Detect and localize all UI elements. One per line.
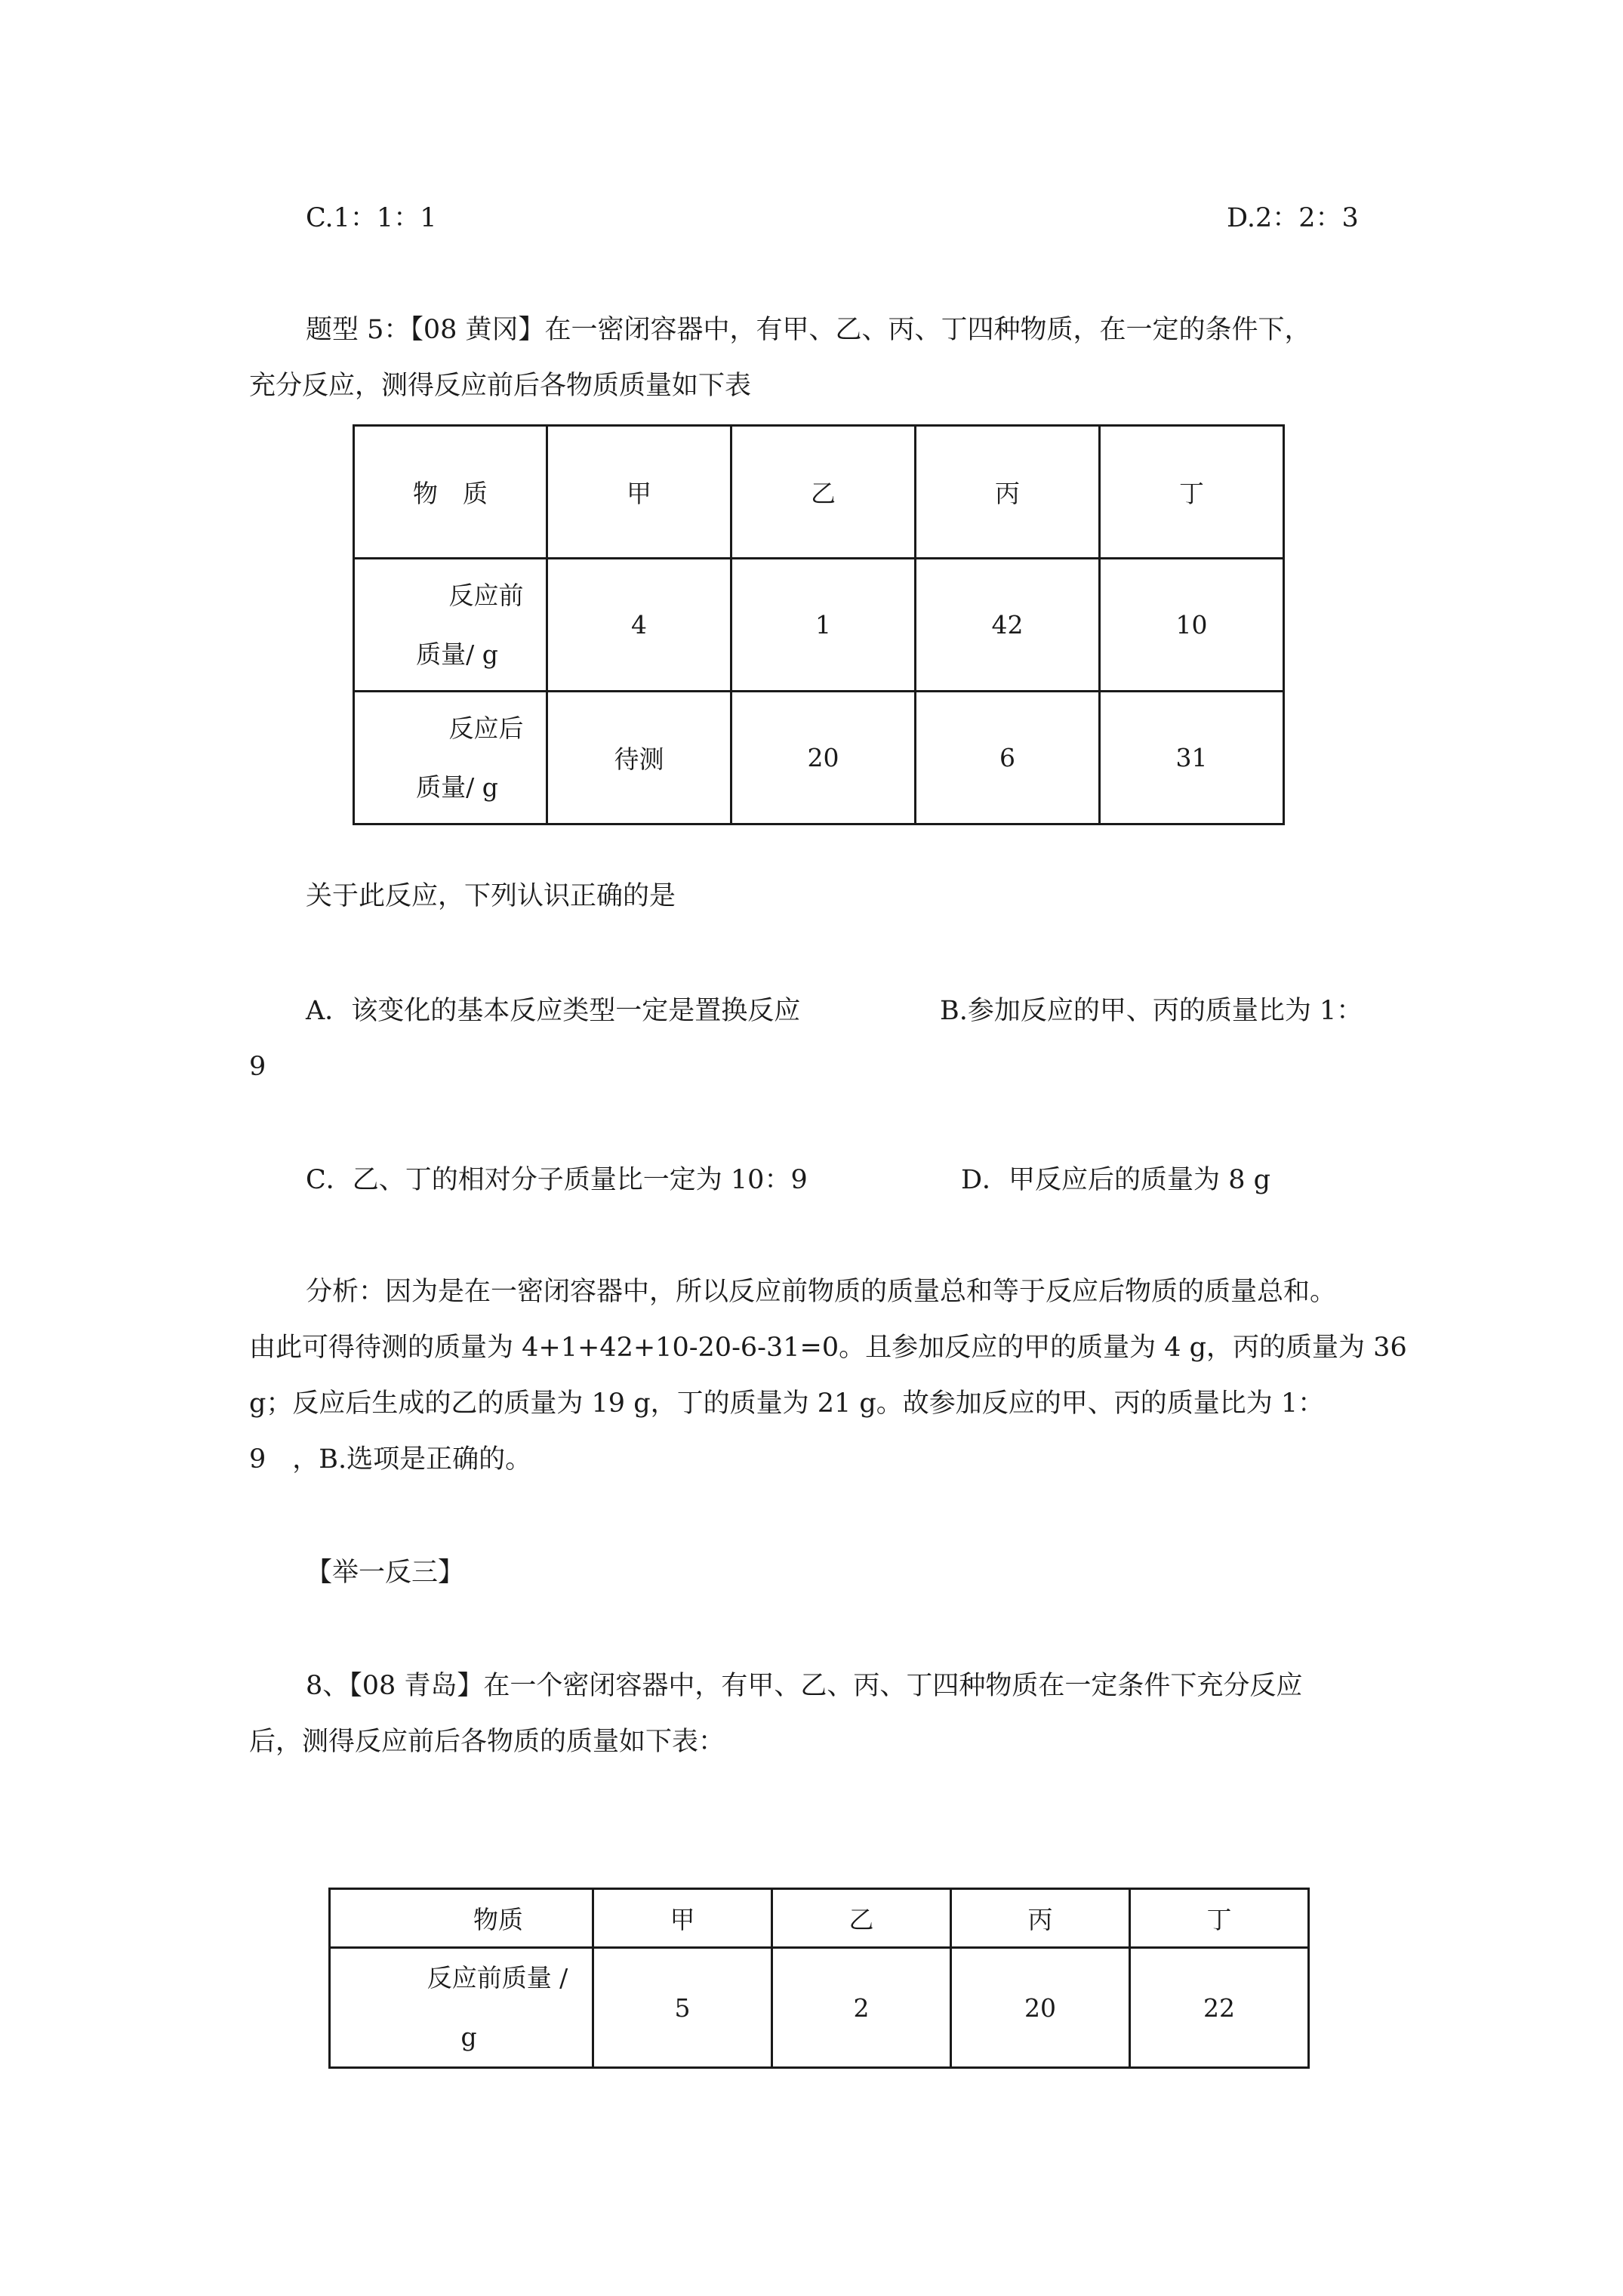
table1-header-bing: 丙	[916, 426, 1100, 559]
table1-header-ding: 丁	[1100, 426, 1284, 559]
table2-row-before-label: 反应前质量 / g	[330, 1948, 593, 2068]
table2-row-before	[330, 1948, 1309, 2068]
table2-before-jia: 5	[593, 1948, 772, 2068]
table1-before-jia: 4	[547, 559, 731, 692]
table2-header-row	[330, 1889, 1309, 1948]
q5-line2: 充分反应，测得反应前后各物质质量如下表	[249, 371, 752, 401]
table1-before-yi: 1	[731, 559, 916, 692]
table1-header-yi: 乙	[731, 426, 916, 559]
table1-after-jia: 待测	[547, 692, 731, 824]
mass-table-2	[328, 1888, 1310, 2069]
table2-before-yi: 2	[772, 1948, 951, 2068]
table1-header-jia: 甲	[547, 426, 731, 559]
table2-header-yi: 乙	[772, 1889, 951, 1948]
table2-header-jia: 甲	[593, 1889, 772, 1948]
table1-row-after-label: 反应后 质量/ g	[354, 692, 547, 824]
q5-line1: 题型 5：【08 黄冈】在一密闭容器中，有甲、乙、丙、丁四种物质，在一定的条件下，	[306, 315, 1311, 345]
table1-before-ding: 10	[1100, 559, 1284, 692]
table2-header-bing: 丙	[951, 1889, 1130, 1948]
analysis-line1: 分析：因为是在一密闭容器中，所以反应前物质的质量总和等于反应后物质的质量总和。	[306, 1277, 1337, 1307]
choice-d: D．甲反应后的质量为 8 g	[961, 1165, 1270, 1195]
table1-after-yi: 20	[731, 692, 916, 824]
choice-b: B.参加反应的甲、丙的质量比为 1：	[940, 996, 1363, 1026]
table2-header-ding: 丁	[1130, 1889, 1309, 1948]
table1-after-bing: 6	[916, 692, 1100, 824]
option-d-top: D.2：2：3	[1227, 203, 1359, 233]
analysis-line2: 由此可得待测的质量为 4+1+42+10-20-6-31=0。且参加反应的甲的质量为 4 g，丙的质量为 36	[249, 1333, 1407, 1363]
table1-header-row	[354, 426, 1284, 559]
table1-before-bing: 42	[916, 559, 1100, 692]
table2-before-bing: 20	[951, 1948, 1130, 2068]
choice-c: C．乙、丁的相对分子质量比一定为 10：9	[306, 1165, 808, 1195]
q8-line1: 8、【08 青岛】在一个密闭容器中，有甲、乙、丙、丁四种物质在一定条件下充分反应	[306, 1671, 1303, 1701]
question-text: 关于此反应，下列认识正确的是	[306, 881, 676, 911]
mass-table-1	[353, 424, 1285, 825]
table1-after-ding: 31	[1100, 692, 1284, 824]
section-title: 【举一反三】	[306, 1558, 465, 1588]
choice-b-continued: 9	[249, 1052, 266, 1082]
option-c-top: C.1：1：1	[306, 203, 437, 233]
q8-line2: 后，测得反应前后各物质的质量如下表：	[249, 1727, 725, 1757]
choice-a: A．该变化的基本反应类型一定是置换反应	[306, 996, 801, 1026]
table1-row-after	[354, 692, 1284, 824]
table1-row-before-label: 反应前 质量/ g	[354, 559, 547, 692]
table1-header-substance: 物 质	[354, 426, 547, 559]
table2-header-substance: 物质	[330, 1889, 593, 1948]
table2-before-ding: 22	[1130, 1948, 1309, 2068]
analysis-line3: g；反应后生成的乙的质量为 19 g，丁的质量为 21 g。故参加反应的甲、丙的质量比为 1：	[249, 1388, 1325, 1419]
table1-row-before	[354, 559, 1284, 692]
analysis-line4: 9 ，B.选项是正确的。	[249, 1444, 532, 1475]
